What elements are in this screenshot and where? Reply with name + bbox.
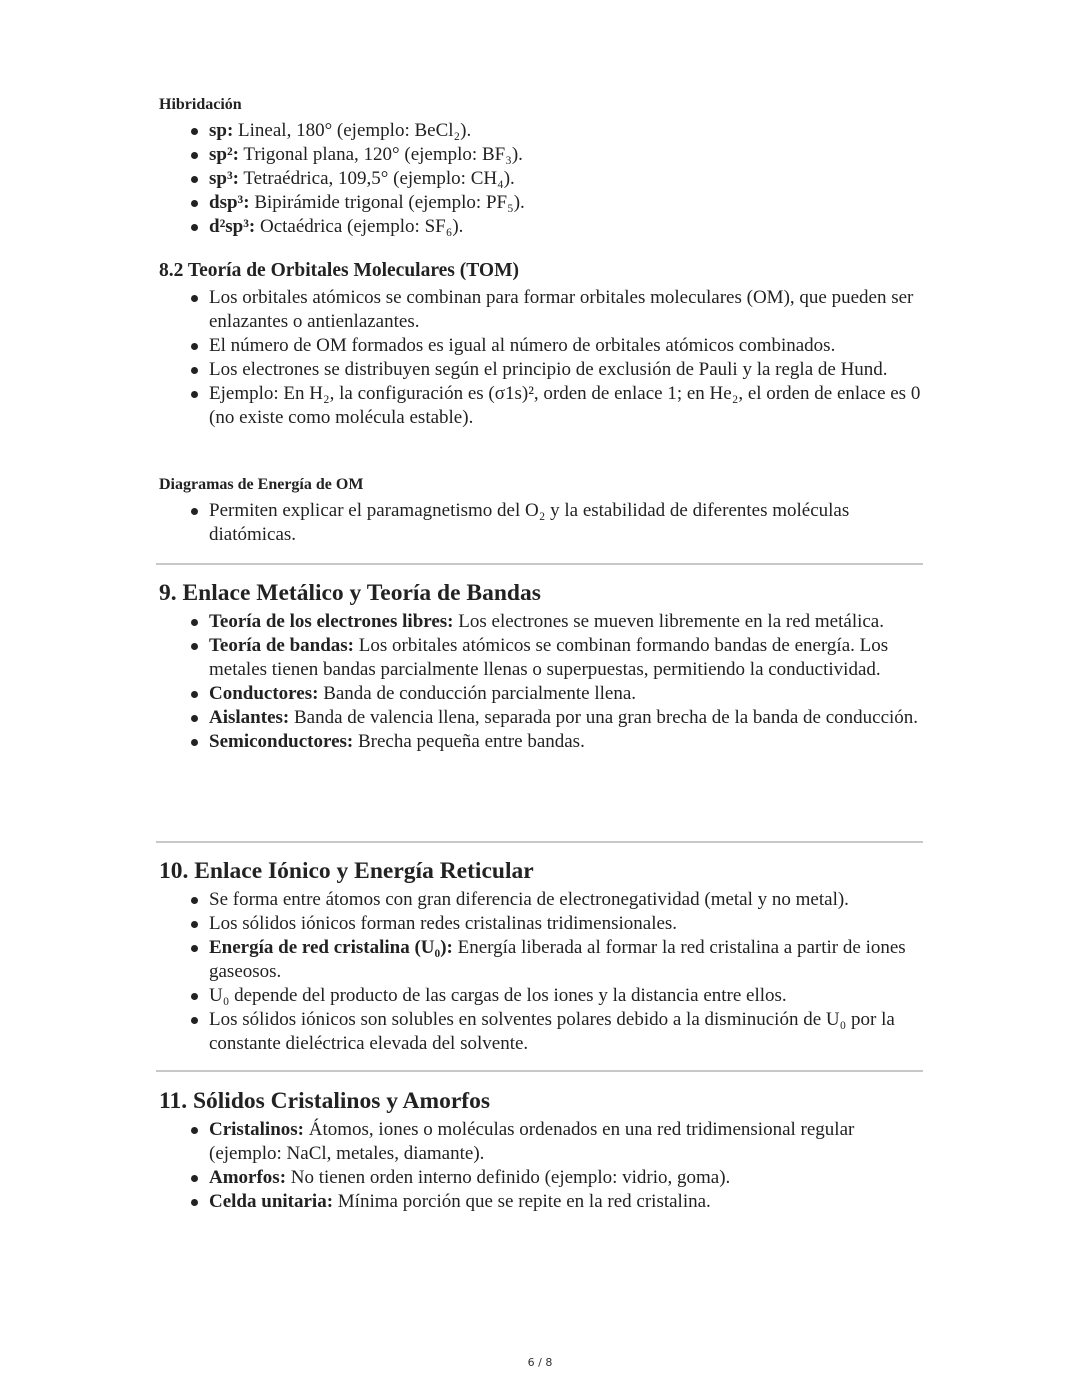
subheading-text: Diagramas de Energía de OM xyxy=(159,476,364,493)
list-item xyxy=(209,936,921,984)
section-10-heading xyxy=(159,857,924,885)
list-hibridacion xyxy=(159,119,974,239)
item-term: Cristalinos: xyxy=(209,1119,304,1140)
divider xyxy=(156,841,923,843)
item-text: Brecha pequeña entre bandas. xyxy=(353,731,585,752)
list-item xyxy=(209,499,921,547)
item-text: Se forma entre átomos con gran diferencia de electronegatividad (metal y no metal). xyxy=(209,889,849,910)
item-text: El número de OM formados es igual al número de orbitales atómicos combinados. xyxy=(209,335,836,356)
item-text: Tetraédrica, 109,5° (ejemplo: CH₄). xyxy=(238,168,515,189)
item-text: Banda de valencia llena, separada por una gran brecha de la banda de conducción. xyxy=(289,707,919,728)
item-text: Los electrones se mueven libremente en la red metálica. xyxy=(453,611,884,632)
heading-text: 10. Enlace Iónico y Energía Reticular xyxy=(159,858,534,884)
item-text: Energía liberada al formar la red cristalina a partir de iones gaseosos. xyxy=(209,937,906,982)
item-text: Los orbitales atómicos se combinan formando bandas de energía. Los metales tienen bandas parcialmente llenas o superpuestas, permitiendo la conductividad. xyxy=(209,635,889,680)
list-item xyxy=(209,286,921,334)
list-item xyxy=(209,634,921,682)
list-item xyxy=(209,167,921,191)
list-item xyxy=(209,706,921,730)
heading-text: 8.2 Teoría de Orbitales Moleculares (TOM) xyxy=(159,260,519,281)
section-11-heading xyxy=(159,1087,924,1115)
list-item xyxy=(209,730,921,754)
list-item xyxy=(209,143,921,167)
list-item xyxy=(209,191,921,215)
list-section-10 xyxy=(159,888,974,1056)
list-section-11 xyxy=(159,1118,974,1214)
item-term: Energía de red cristalina (U₀): xyxy=(209,937,453,958)
list-diagramas xyxy=(159,499,974,547)
item-term: Celda unitaria: xyxy=(209,1191,334,1212)
list-item xyxy=(209,1166,921,1190)
item-term: dsp³: xyxy=(209,192,250,213)
list-item xyxy=(209,382,921,430)
item-text: Mínima porción que se repite en la red cristalina. xyxy=(333,1191,711,1212)
item-text: Bipirámide trigonal (ejemplo: PF₅). xyxy=(249,192,525,213)
item-term: Teoría de bandas: xyxy=(209,635,354,656)
item-term: Conductores: xyxy=(209,683,319,704)
list-item xyxy=(209,358,921,382)
list-item xyxy=(209,1008,921,1056)
item-text: Los sólidos iónicos forman redes cristalinas tridimensionales. xyxy=(209,913,678,934)
item-term: Aislantes: xyxy=(209,707,290,728)
item-text: Los sólidos iónicos son solubles en solventes polares debido a la disminución de U₀ por la constante dieléctrica elevada del solvente. xyxy=(209,1009,895,1054)
item-term: sp²: xyxy=(209,144,239,165)
list-item xyxy=(209,610,921,634)
item-text: Los electrones se distribuyen según el principio de exclusión de Pauli y la regla de Hund. xyxy=(209,359,888,380)
list-item xyxy=(209,912,921,936)
list-item xyxy=(209,334,921,358)
subheading-diagramas xyxy=(159,475,924,495)
heading-text: 9. Enlace Metálico y Teoría de Bandas xyxy=(159,580,541,606)
heading-text: 11. Sólidos Cristalinos y Amorfos xyxy=(159,1088,490,1114)
item-text: Átomos, iones o moléculas ordenados en una red tridimensional regular (ejemplo: NaCl, metales, diamante). xyxy=(209,1119,855,1164)
list-item xyxy=(209,119,921,143)
divider xyxy=(156,1070,923,1072)
list-item xyxy=(209,888,921,912)
item-term: Semiconductores: xyxy=(209,731,354,752)
list-item xyxy=(209,1190,921,1214)
subheading-text: Hibridación xyxy=(159,96,242,113)
section-8-2-heading xyxy=(159,259,924,283)
list-item xyxy=(209,215,921,239)
item-term: d²sp³: xyxy=(209,216,256,237)
item-term: sp: xyxy=(209,120,234,141)
item-text: No tienen orden interno definido (ejemplo: vidrio, goma). xyxy=(286,1167,731,1188)
list-item xyxy=(209,984,921,1008)
item-text: Permiten explicar el paramagnetismo del O₂ y la estabilidad de diferentes moléculas diatómicas. xyxy=(209,500,850,545)
item-text: Los orbitales atómicos se combinan para formar orbitales moleculares (OM), que pueden ser enlazantes o antienlazantes. xyxy=(209,287,914,332)
item-text: Lineal, 180° (ejemplo: BeCl₂). xyxy=(233,120,472,141)
item-term: sp³: xyxy=(209,168,239,189)
page-number: 6 / 8 xyxy=(527,1356,553,1369)
list-tom xyxy=(159,286,974,430)
divider xyxy=(156,563,923,565)
list-item xyxy=(209,682,921,706)
item-text: Octaédrica (ejemplo: SF₆). xyxy=(255,216,464,237)
item-term: Teoría de los electrones libres: xyxy=(209,611,454,632)
list-section-9 xyxy=(159,610,974,754)
item-text: Ejemplo: En H₂, la configuración es (σ1s)², orden de enlace 1; en He₂, el orden de enlace es 0 (no existe como molécula estable). xyxy=(209,383,921,428)
item-text: Banda de conducción parcialmente llena. xyxy=(318,683,637,704)
subheading-hibridacion xyxy=(159,95,924,115)
section-9-heading xyxy=(159,579,924,607)
item-text: U₀ depende del producto de las cargas de los iones y la distancia entre ellos. xyxy=(209,985,787,1006)
item-term: Amorfos: xyxy=(209,1167,287,1188)
item-text: Trigonal plana, 120° (ejemplo: BF₃). xyxy=(238,144,523,165)
list-item xyxy=(209,1118,921,1166)
